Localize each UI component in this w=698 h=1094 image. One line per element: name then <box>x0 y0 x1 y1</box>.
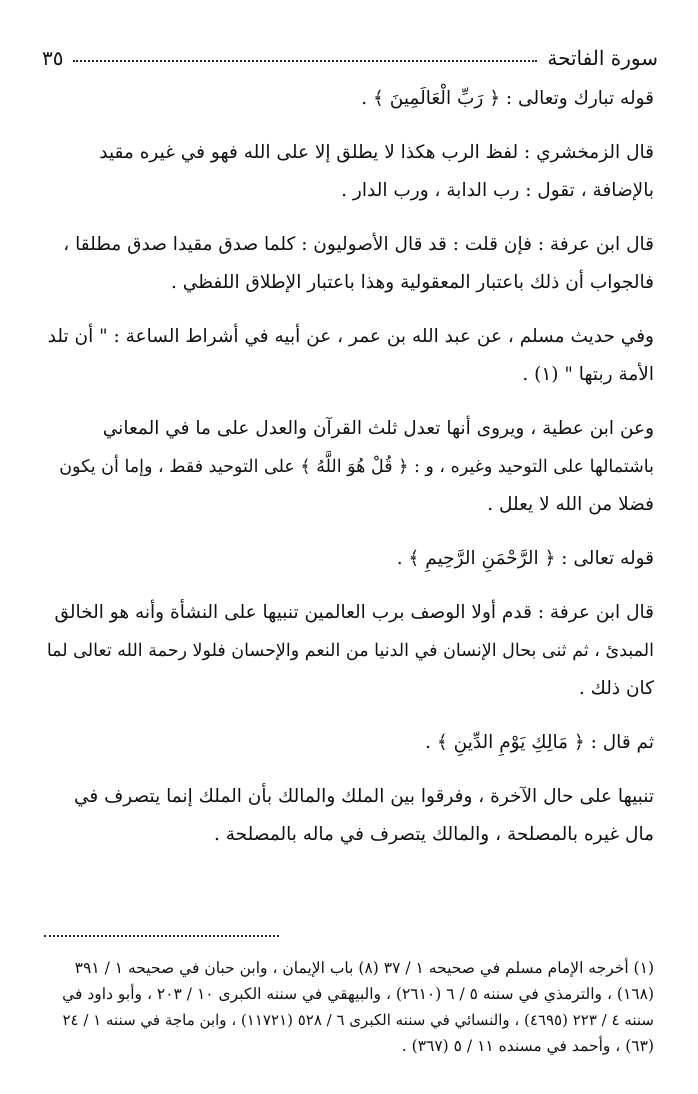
text-line: فالجواب أن ذلك باعتبار المعقولية وهذا باعتبار الإطلاق اللفظي . <box>171 272 654 293</box>
text-line: قال ابن عرفة : فإن قلت : قد قال الأصوليون : كلما صدق مقيدا صدق مطلقا ، <box>63 234 654 255</box>
footnote-line: سننه ٤ / ٢٢٣ (٤٦٩٥) ، والنسائي في سننه الكبرى ٦ / ٥٢٨ (١١٧٢١) ، وابن ماجة في سننه ١ / ٢٤ <box>62 1011 654 1029</box>
main-text <box>44 80 654 854</box>
footnote-line: (١) أخرجه الإمام مسلم في صحيحه ١ / ٣٧ (٨) باب الإيمان ، وابن حبان في صحيحه ١ / ٣٩١ <box>74 959 654 977</box>
paragraph <box>44 134 654 210</box>
text-line: وعن ابن عطية ، ويروى أنها تعدل ثلث القرآن والعدل على ما في المعاني <box>102 418 654 439</box>
page-number: ٣٥ <box>42 46 64 70</box>
footnote-line: (٦٣) ، وأحمد في مسنده ١١ / ٥ (٣٦٧) . <box>401 1037 654 1055</box>
paragraph <box>44 318 654 394</box>
footnotes <box>44 955 654 1059</box>
text-line: تنبيها على حال الآخرة ، وفرقوا بين الملك والمالك بأن الملك إنما يتصرف في <box>73 786 654 807</box>
paragraph <box>44 724 654 762</box>
paragraph <box>44 80 654 118</box>
paragraph <box>44 540 654 578</box>
paragraph <box>44 226 654 302</box>
footnote-separator <box>44 935 279 937</box>
text-line: قال الزمخشري : لفظ الرب هكذا لا يطلق إلا على الله فهو في غيره مقيد <box>99 142 654 163</box>
paragraph <box>44 410 654 524</box>
text-line: مال غيره بالمصلحة ، والمالك يتصرف في ماله بالمصلحة . <box>213 824 654 845</box>
text-line: قوله تعالى : ﴿ الرَّحْمَنِ الرَّحِيمِ ﴾ . <box>396 548 654 569</box>
header-dotted-rule <box>73 60 537 62</box>
text-line: كان ذلك . <box>578 678 654 699</box>
text-line: وفي حديث مسلم ، عن عبد الله بن عمر ، عن أبيه في أشراط الساعة : " أن تلد <box>47 326 654 347</box>
footnote-line: (١٦٨) ، والترمذي في سننه ٥ / ٦ (٢٦١٠) ، والبيهقي في سننه الكبرى ١٠ / ٢٠٣ ، وأبو داود في <box>62 985 654 1003</box>
surah-title: سورة الفاتحة <box>547 46 658 70</box>
text-line: باشتمالها على التوحيد وغيره ، و : ﴿ قُلْ هُوَ اللَّهُ ﴾ على التوحيد فقط ، وإما أن يكون <box>59 457 654 477</box>
text-line: فضلا من الله لا يعلل . <box>487 494 654 515</box>
text-line: قال ابن عرفة : قدم أولا الوصف برب العالمين تنبيها على النشأة وأنه هو الخالق <box>54 602 654 623</box>
text-line: قوله تبارك وتعالى : ﴿ رَبِّ الْعَالَمِينَ ﴾ . <box>361 88 654 109</box>
text-line: بالإضافة ، تقول : رب الدابة ، ورب الدار . <box>341 180 654 201</box>
text-line: الأمة ربتها " (١) . <box>522 364 654 385</box>
running-header <box>42 40 658 70</box>
text-line: المبدئ ، ثم ثنى بحال الإنسان في الدنيا من النعم والإحسان فلولا رحمة الله تعالى لما <box>46 641 654 661</box>
paragraph <box>44 778 654 854</box>
paragraph <box>44 594 654 708</box>
text-line: ثم قال : ﴿ مَالِكِ يَوْمِ الدِّينِ ﴾ . <box>425 732 654 753</box>
